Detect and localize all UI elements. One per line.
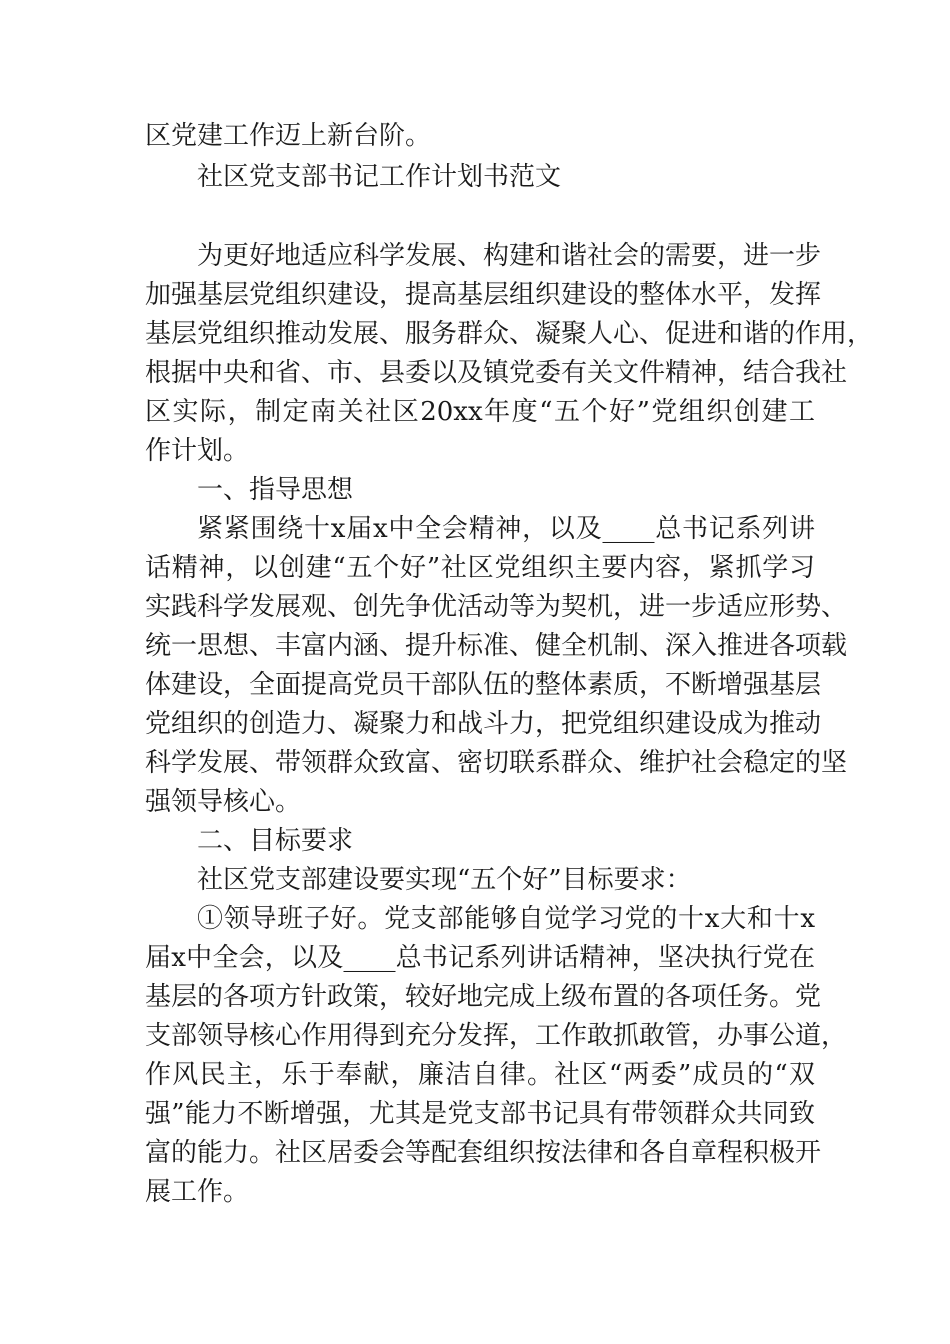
text-line: 富的能力。社区居委会等配套组织按法律和各自章程积极开 xyxy=(145,1138,822,1168)
document-title: 社区党支部书记工作计划书范文 xyxy=(197,162,562,192)
text-line: 为更好地适应科学发展、构建和谐社会的需要，进一步 xyxy=(197,241,822,271)
text-line: 届x中全会，以及____总书记系列讲话精神，坚决执行党在 xyxy=(145,943,815,973)
text-line: 支部领导核心作用得到充分发挥，工作敢抓敢管，办事公道， xyxy=(145,1021,848,1051)
text-line: 根据中央和省、市、县委以及镇党委有关文件精神，结合我社 xyxy=(145,358,848,388)
text-line: 紧紧围绕十x届x中全会精神，以及____总书记系列讲 xyxy=(197,514,815,544)
text-line: 强领导核心。 xyxy=(145,787,302,817)
text-line: 社区党支部建设要实现“五个好”目标要求： xyxy=(197,865,692,895)
text-line: 党组织的创造力、凝聚力和战斗力，把党组织建设成为推动 xyxy=(145,709,822,739)
text-line: 加强基层党组织建设，提高基层组织建设的整体水平，发挥 xyxy=(145,280,822,310)
text-line: 强”能力不断增强，尤其是党支部书记具有带领群众共同致 xyxy=(145,1099,815,1129)
text-line: ①领导班子好。党支部能够自觉学习党的十x大和十x xyxy=(197,904,815,934)
section-heading: 一、指导思想 xyxy=(197,475,354,505)
text-line: 基层的各项方针政策，较好地完成上级布置的各项任务。党 xyxy=(145,982,822,1012)
text-line: 区党建工作迈上新台阶。 xyxy=(145,121,432,151)
text-line: 基层党组织推动发展、服务群众、凝聚人心、促进和谐的作用， xyxy=(145,319,874,349)
section-heading: 二、目标要求 xyxy=(197,826,354,856)
text-line: 统一思想、丰富内涵、提升标准、健全机制、深入推进各项载 xyxy=(145,631,848,661)
text-line: 区实际，制定南关社区20xx年度“五个好”党组织创建工 xyxy=(145,397,815,427)
text-line: 话精神，以创建“五个好”社区党组织主要内容，紧抓学习 xyxy=(145,553,815,583)
text-line: 实践科学发展观、创先争优活动等为契机，进一步适应形势、 xyxy=(145,592,848,622)
text-line: 作计划。 xyxy=(145,436,250,466)
text-line: 作风民主，乐于奉献，廉洁自律。社区“两委”成员的“双 xyxy=(145,1060,815,1090)
text-line: 科学发展、带领群众致富、密切联系群众、维护社会稳定的坚 xyxy=(145,748,848,778)
text-line: 展工作。 xyxy=(145,1177,250,1207)
text-line: 体建设，全面提高党员干部队伍的整体素质，不断增强基层 xyxy=(145,670,822,700)
